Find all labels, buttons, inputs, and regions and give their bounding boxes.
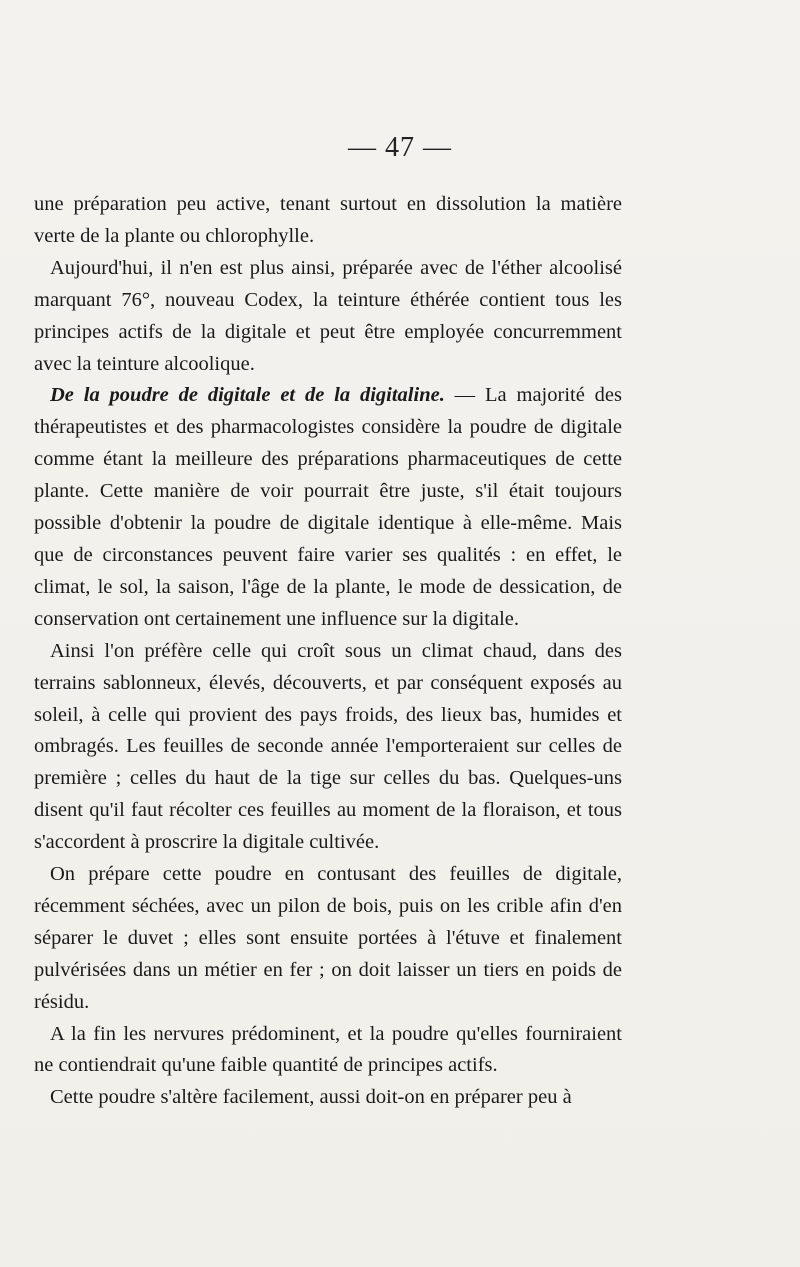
paragraph-2 [34, 253, 622, 381]
paragraph-text: Cette poudre s'altère facilement, aussi doit-on en préparer peu à [50, 1086, 572, 1109]
paragraph-text: une préparation peu active, tenant surtout en dissolution la matière verte de la plante ou chlorophylle. [34, 193, 622, 247]
paragraph-5 [34, 859, 622, 1019]
paragraph-3 [34, 380, 622, 635]
paragraph-text: On prépare cette poudre en contusant des feuilles de digitale, récemment séchées, avec un pilon de bois, puis on les crible afin d'en séparer le duvet ; elles sont ensuite portées à l'étuve et finalement pulvérisées dans un métier en fer ; on doit laisser un tiers en poids de résidu. [34, 863, 622, 1013]
paragraph-text: — La majorité des thérapeutistes et des pharmacologistes considère la poudre de digitale comme étant la meilleure des préparations pharmaceutiques de cette plante. Cette manière de voir pourrait être juste, s'il était toujours possible d'obtenir la poudre de digitale identique à elle-même. Mais que de circonstances peuvent faire varier ses qualités : en effet, le climat, le sol, la saison, l'âge de la plante, le mode de dessication, de conservation ont certainement une influence sur la digitale. [34, 384, 622, 630]
paragraph-1 [34, 189, 622, 253]
paragraph-text: A la fin les nervures prédominent, et la poudre qu'elles fourniraient ne contiendrait qu'une faible quantité de principes actifs. [34, 1022, 622, 1077]
paragraph-text: Ainsi l'on préfère celle qui croît sous un climat chaud, dans des terrains sablonneux, élevés, découverts, et par conséquent exposés au soleil, à celle qui provient des pays froids, des lieux bas, humides et ombragés. Les feuilles de seconde année l'emporteraient sur celles de première ; celles du haut de la tige sur celles du bas. Quelques-uns disent qu'il faut récolter ces feuilles au moment de la floraison, et tous s'accordent à proscrire la digitale cultivée. [34, 639, 622, 854]
paragraph-7 [34, 1082, 622, 1114]
text-body [34, 189, 622, 1114]
paragraph-4 [34, 636, 622, 859]
section-heading: De la poudre de digitale et de la digitaline. [50, 384, 445, 407]
page-number: — 47 — [348, 132, 452, 163]
paragraph-text: Aujourd'hui, il n'en est plus ainsi, préparée avec de l'éther alcoolisé marquant 76°, nouveau Codex, la teinture éthérée contient tous les principes actifs de la digitale et peut être employée concurremment avec la teinture alcoolique. [34, 256, 622, 375]
paragraph-6 [34, 1019, 622, 1083]
